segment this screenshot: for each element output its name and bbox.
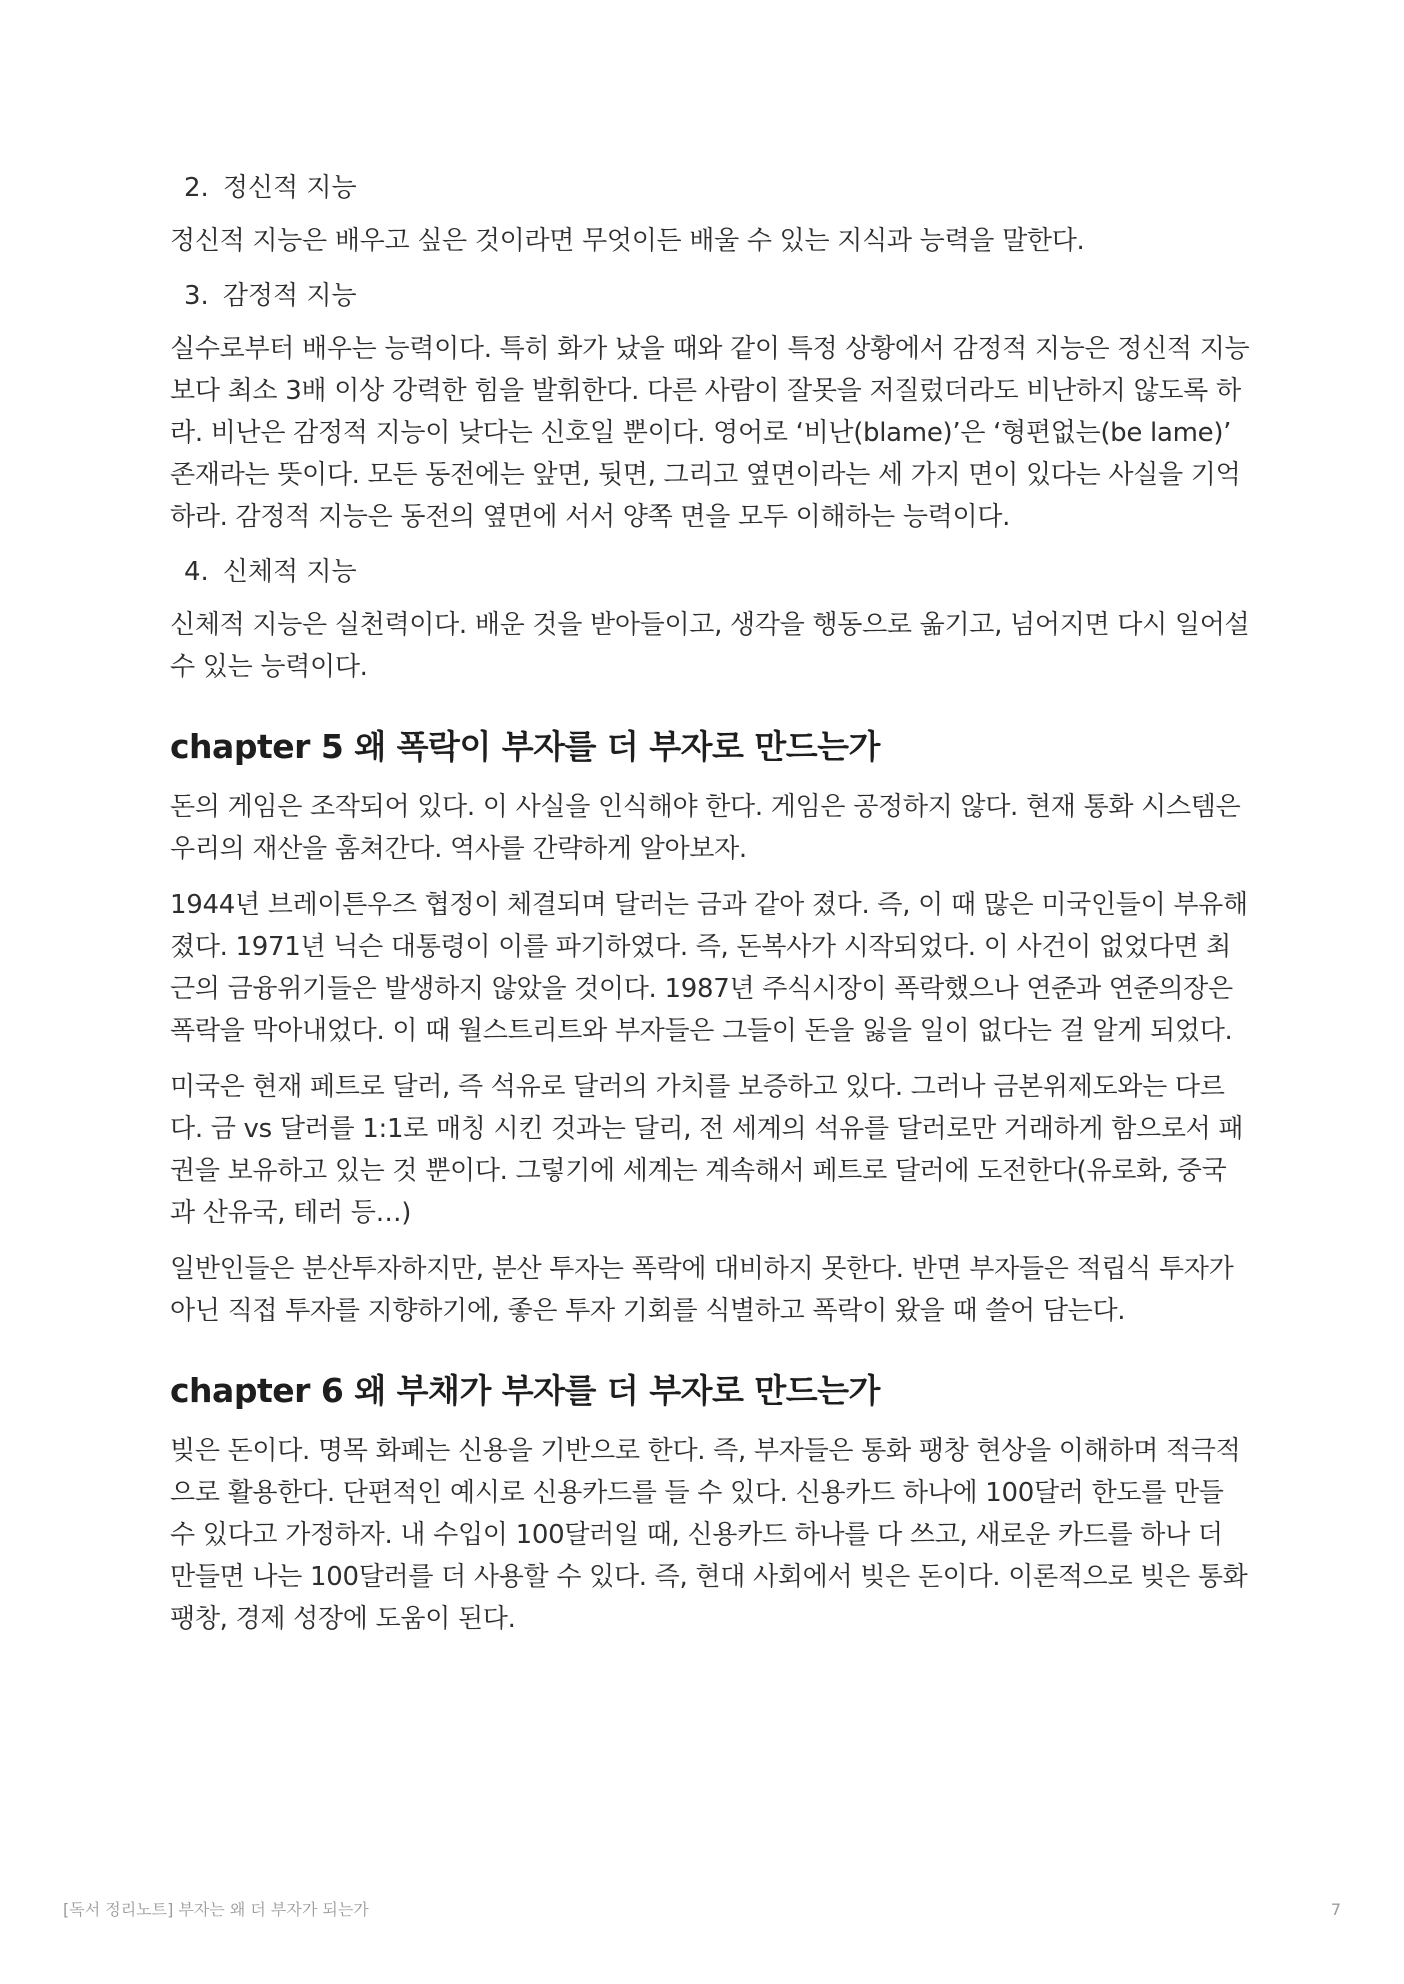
section-title: 신체적 지능 xyxy=(222,557,357,587)
paragraph-physical-intelligence: 신체적 지능은 실천력이다. 배운 것을 받아들이고, 생각을 행동으로 옮기고, 넘어지면 다시 일어설 수 있는 능력이다. xyxy=(170,610,1250,682)
chapter-5-heading: chapter 5 왜 폭락이 부자를 더 부자로 만드는가 xyxy=(170,727,880,766)
paragraph-emotional-intelligence: 실수로부터 배우는 능력이다. 특히 화가 났을 때와 같이 특정 상황에서 감정적 지능은 정신적 지능보다 최소 3배 이상 강력한 힘을 발휘한다. 다른 사람이 잘못을 저질렀더라도 비난하지 않도록 하라. 비난은 감정적 지능이 낮다는 신호일 뿐이다. 영어로 ‘비난(blame)’은 ‘형편없는(be lame)’ 존재라는 뜻이다. 모든 동전에는 앞면, 뒷면, 그리고 옆면이라는 세 가지 면이 있다는 사실을 기억하라. 감정적 지능은 동전의 옆면에 서서 양쪽 면을 모두 이해하는 능력이다. xyxy=(170,334,1250,532)
paragraph-mental-intelligence: 정신적 지능은 배우고 싶은 것이라면 무엇이든 배울 수 있는 지식과 능력을 말한다. xyxy=(170,226,1085,256)
document-body xyxy=(170,168,1250,1654)
section-number: 3. xyxy=(184,281,209,311)
section-number: 2. xyxy=(184,173,209,203)
section-heading-physical-intelligence xyxy=(184,552,1250,592)
section-heading-mental-intelligence xyxy=(184,168,1250,208)
section-title: 정신적 지능 xyxy=(222,173,357,203)
footer-document-title: [독서 정리노트] 부자는 왜 더 부자가 되는가 xyxy=(63,1900,369,1919)
chapter-5-paragraph: 일반인들은 분산투자하지만, 분산 투자는 폭락에 대비하지 못한다. 반면 부자들은 적립식 투자가 아닌 직접 투자를 지향하기에, 좋은 투자 기회를 식별하고 폭락이 왔을 때 쓸어 담는다. xyxy=(170,1254,1234,1326)
chapter-5-paragraph: 1944년 브레이튼우즈 협정이 체결되며 달러는 금과 같아 졌다. 즉, 이 때 많은 미국인들이 부유해졌다. 1971년 닉슨 대통령이 이를 파기하였다. 즉, 돈복사가 시작되었다. 이 사건이 없었다면 최근의 금융위기들은 발생하지 않았을 것이다. 1987년 주식시장이 폭락했으나 연준과 연준의장은 폭락을 막아내었다. 이 때 월스트리트와 부자들은 그들이 돈을 잃을 일이 없다는 걸 알게 되었다. xyxy=(170,890,1248,1046)
chapter-6-heading: chapter 6 왜 부채가 부자를 더 부자로 만드는가 xyxy=(170,1371,880,1410)
chapter-5-paragraph: 미국은 현재 페트로 달러, 즉 석유로 달러의 가치를 보증하고 있다. 그러나 금본위제도와는 다르다. 금 vs 달러를 1:1로 매칭 시킨 것과는 달리, 전 세계의 석유를 달러로만 거래하게 함으로서 패권을 보유하고 있는 것 뿐이다. 그렇기에 세계는 계속해서 페트로 달러에 도전한다(유로화, 중국과 산유국, 테러 등…) xyxy=(170,1072,1244,1228)
chapter-5-paragraph: 돈의 게임은 조작되어 있다. 이 사실을 인식해야 한다. 게임은 공정하지 않다. 현재 통화 시스템은 우리의 재산을 훔쳐간다. 역사를 간략하게 알아보자. xyxy=(170,792,1241,864)
page-footer xyxy=(63,1899,1341,1921)
footer-page-number: 7 xyxy=(1330,1900,1341,1919)
section-heading-emotional-intelligence xyxy=(184,276,1250,316)
section-title: 감정적 지능 xyxy=(222,281,357,311)
chapter-6-paragraph: 빚은 돈이다. 명목 화폐는 신용을 기반으로 한다. 즉, 부자들은 통화 팽창 현상을 이해하며 적극적으로 활용한다. 단편적인 예시로 신용카드를 들 수 있다. 신용카드 하나에 100달러 한도를 만들 수 있다고 가정하자. 내 수입이 100달러일 때, 신용카드 하나를 다 쓰고, 새로운 카드를 하나 더 만들면 나는 100달러를 더 사용할 수 있다. 즉, 현대 사회에서 빚은 돈이다. 이론적으로 빚은 통화 팽창, 경제 성장에 도움이 된다. xyxy=(170,1436,1248,1634)
section-number: 4. xyxy=(184,557,209,587)
